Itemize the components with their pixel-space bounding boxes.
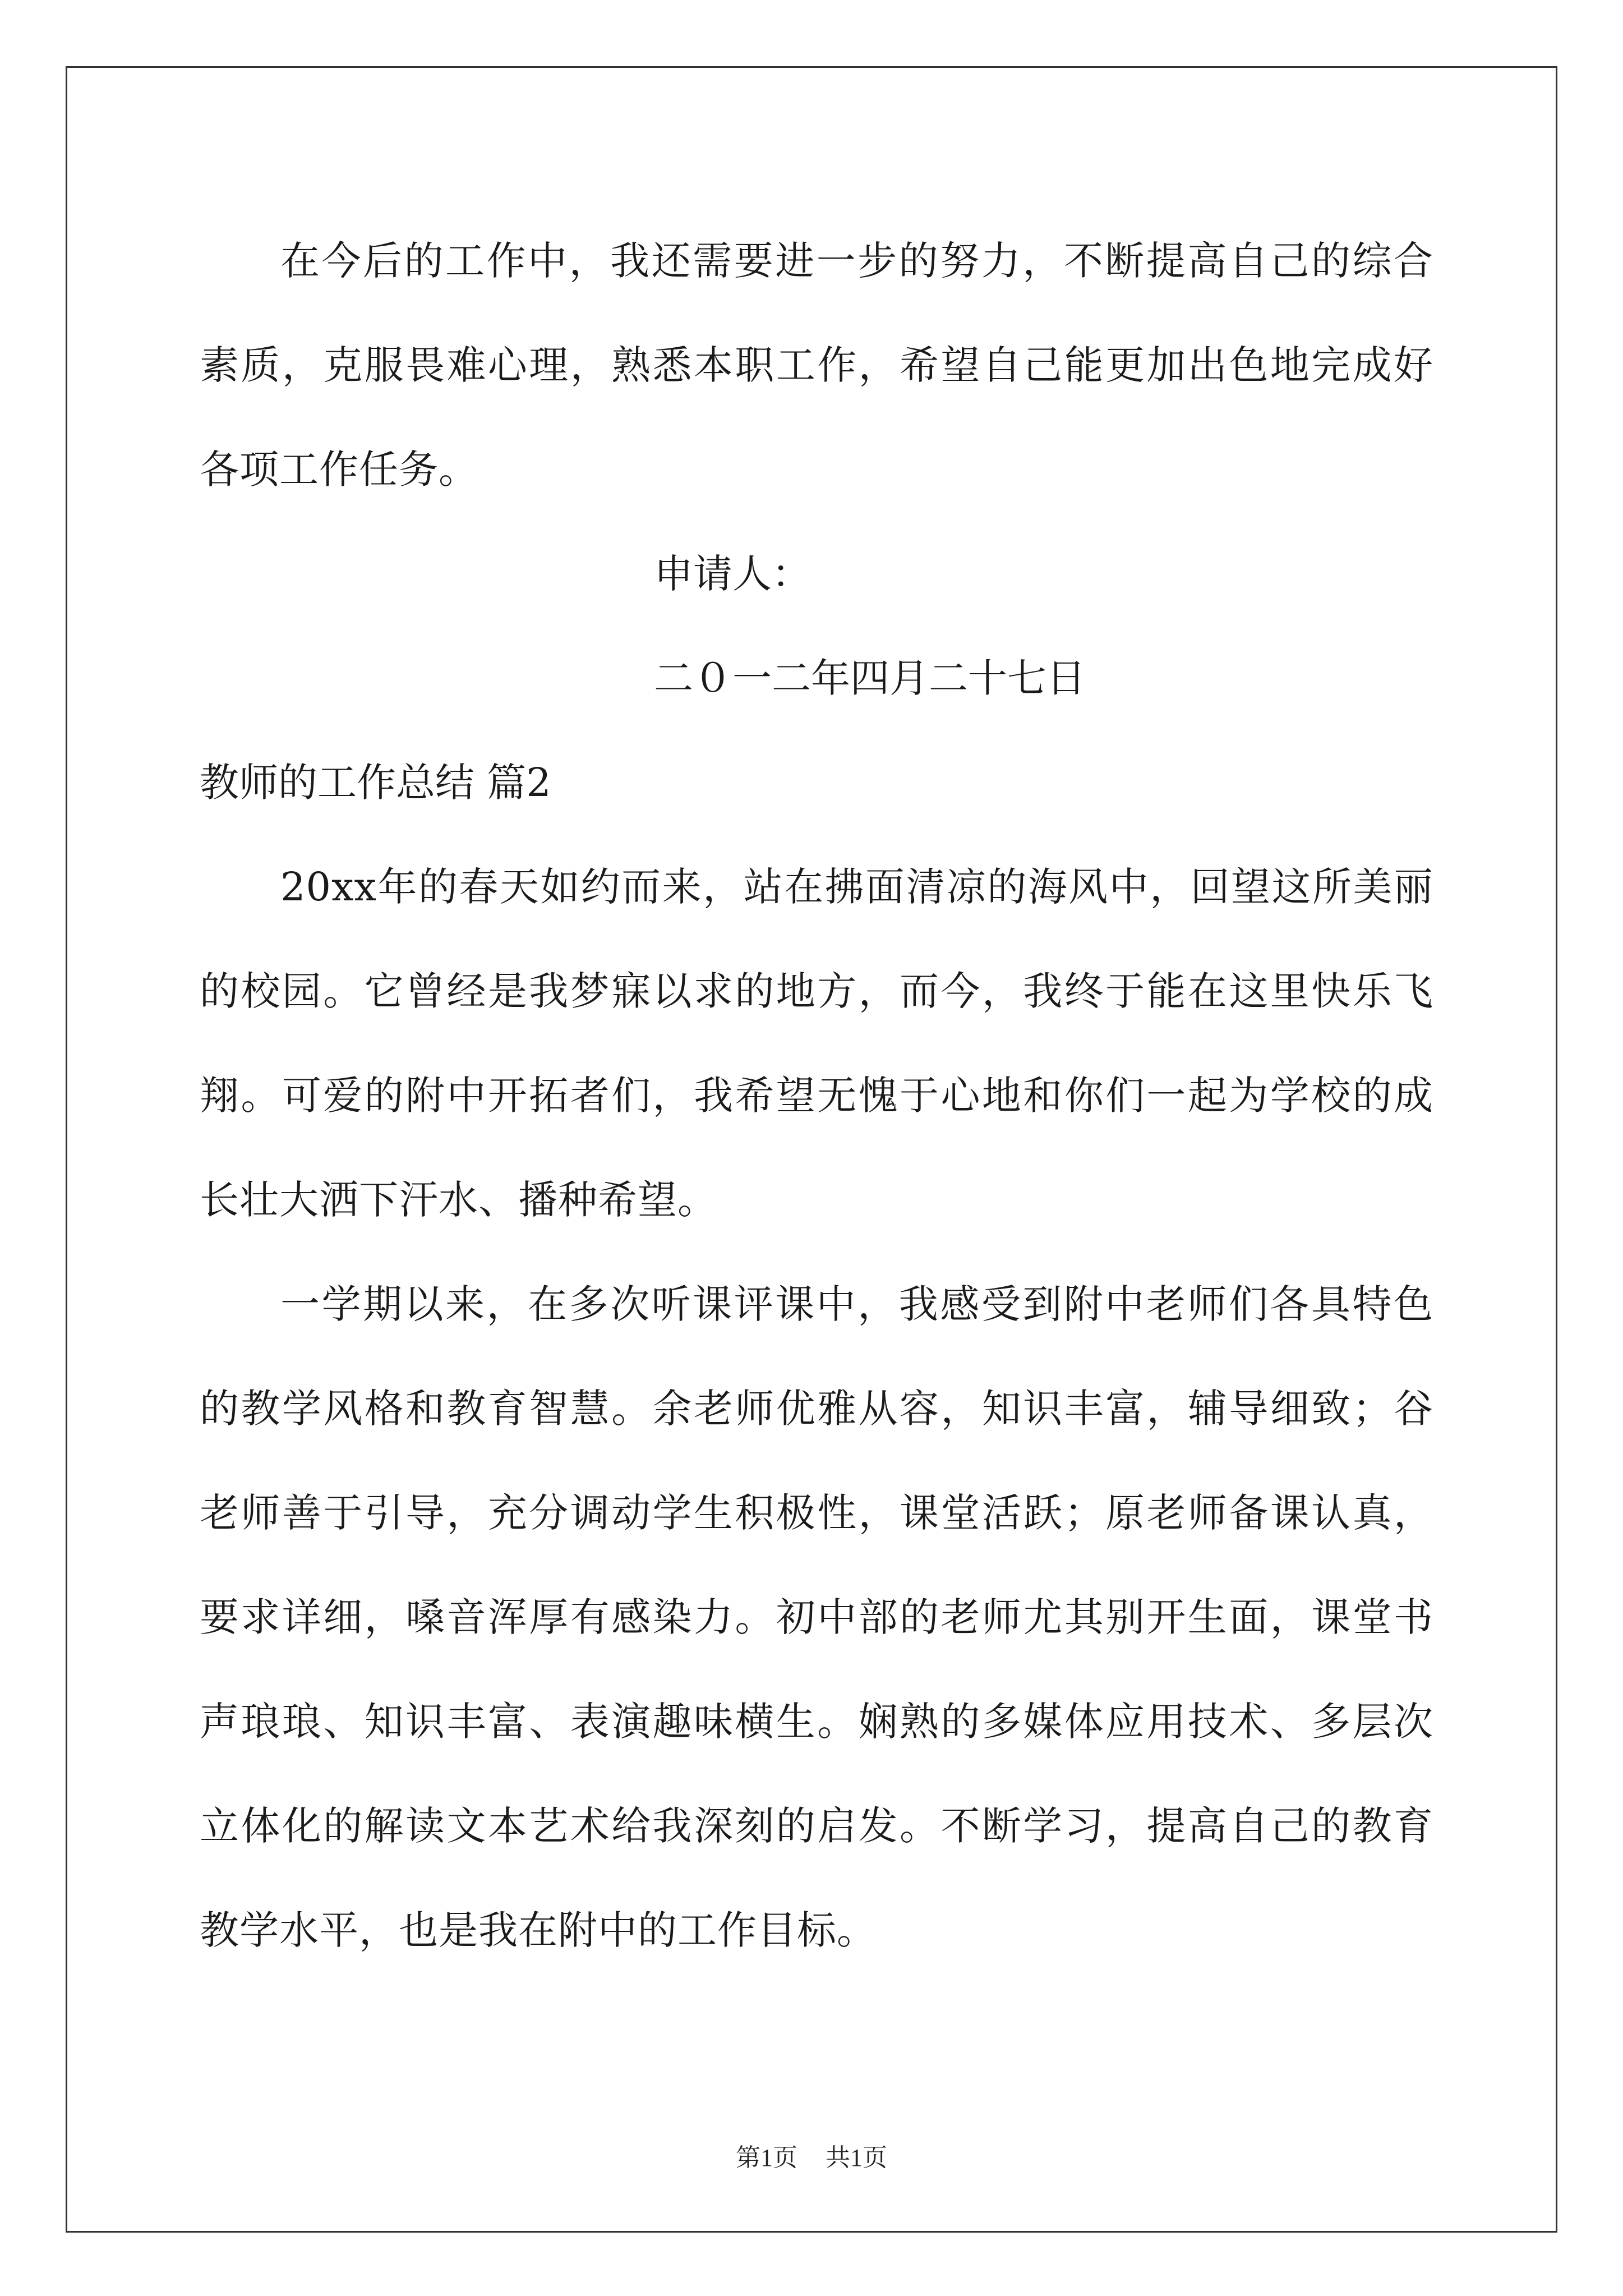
page-footer: [0, 2137, 1623, 2173]
page-number: 第1页: [736, 2144, 797, 2171]
paragraph-semester: 一学期以来，在多次听课评课中，我感受到附中老师们各具特色的教学风格和教育智慧。余老师优雅从容，知识丰富，辅导细致；谷老师善于引导，充分调动学生积极性，课堂活跃；原老师备课认真，要求详细，嗓音浑厚有感染力。初中部的老师尤其别开生面，课堂书声琅琅、知识丰富、表演趣味横生。娴熟的多媒体应用技术、多层次立体化的解读文本艺术给我深刻的启发。不断学习，提高自己的教育教学水平，也是我在附中的工作目标。: [200, 1281, 1433, 1953]
section-heading: 教师的工作总结 篇2: [200, 760, 551, 806]
document-body: [200, 209, 1433, 1982]
paragraph-spring: 20xx年的春天如约而来，站在拂面清凉的海风中，回望这所美丽的校园。它曾经是我梦寐以求的地方，而今，我终于能在这里快乐飞翔。可爱的附中开拓者们，我希望无愧于心地和你们一起为学校的成长壮大洒下汗水、播种希望。: [200, 864, 1433, 1223]
signature-label: 申请人：: [654, 551, 811, 597]
signature-date: 二０一二年四月二十七日: [654, 655, 1086, 701]
page-total: 共1页: [826, 2144, 887, 2171]
paragraph-closing: 在今后的工作中，我还需要进一步的努力，不断提高自己的综合素质，克服畏难心理，熟悉本职工作，希望自己能更加出色地完成好各项工作任务。: [200, 238, 1433, 493]
